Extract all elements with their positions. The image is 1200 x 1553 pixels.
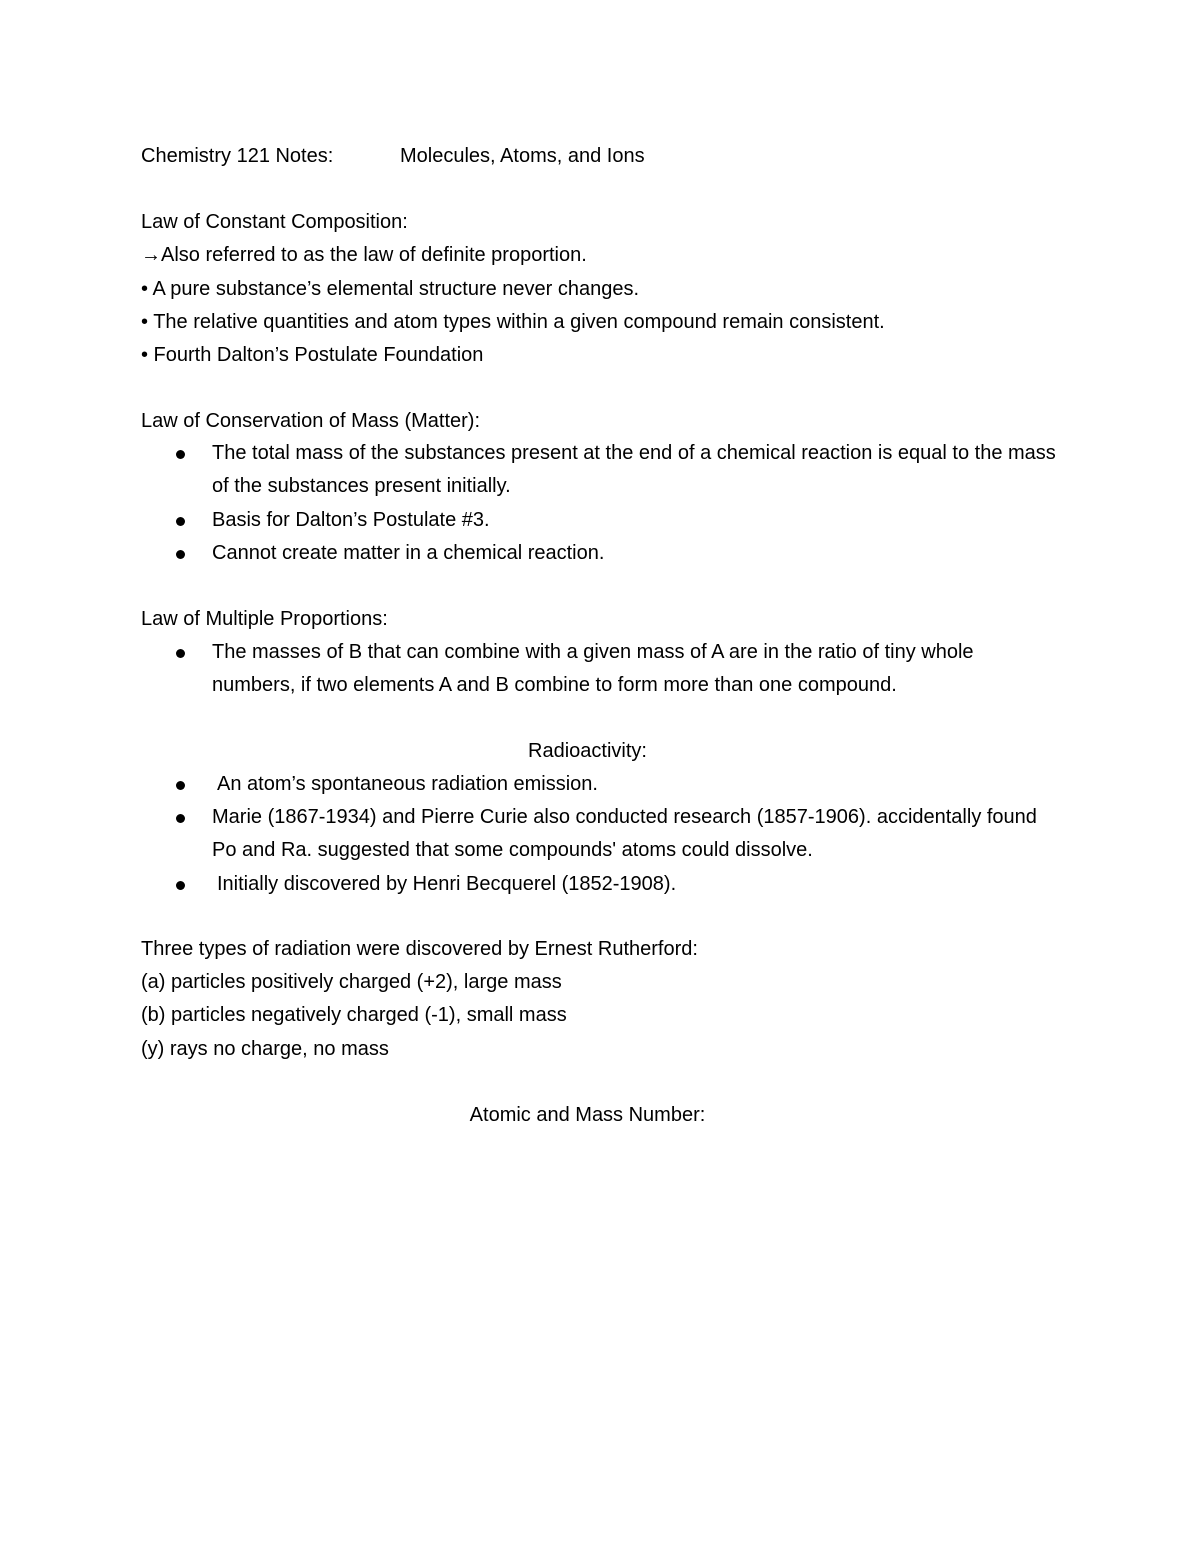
bullet-icon [176,881,185,890]
constant-composition-line: →Also referred to as the law of definite proportion. [141,244,587,266]
bullet-icon [176,781,185,790]
bullet-icon [176,814,185,823]
constant-composition-line: • Fourth Dalton’s Postulate Foundation [141,344,484,366]
list-item-text: Marie (1867-1934) and Pierre Curie also conducted research (1857-1906). accidentally found Po and Ra. suggested that some compounds' atoms could dissolve. [212,806,1037,861]
constant-composition-line: • A pure substance’s elemental structure never changes. [141,278,640,300]
list-item [176,768,1056,801]
radioactivity-heading: Radioactivity: [528,740,647,762]
list-item-text: The total mass of the substances present at the end of a chemical reaction is equal to the mass of the substances present initially. [212,442,1056,497]
list-item [176,437,1056,503]
constant-composition-line: • The relative quantities and atom types within a given compound remain consistent. [141,311,885,333]
list-item [176,868,1056,901]
bullet-icon [176,550,185,559]
list-item-text: Basis for Dalton’s Postulate #3. [212,509,490,531]
conservation-mass-heading: Law of Conservation of Mass (Matter): [141,410,481,432]
list-item [176,636,1056,702]
constant-composition-heading: Law of Constant Composition: [141,211,408,233]
bullet-icon [176,450,185,459]
course-title: Chemistry 121 Notes: [141,145,334,167]
radiation-type-line: (a) particles positively charged (+2), large mass [141,971,562,993]
topic-title: Molecules, Atoms, and Ions [400,145,645,167]
list-item [176,537,1056,570]
bullet-icon [176,649,185,658]
list-item [176,801,1056,867]
radiation-types-heading: Three types of radiation were discovered by Ernest Rutherford: [141,938,698,960]
bullet-icon [176,517,185,526]
list-item-text: An atom’s spontaneous radiation emission. [217,773,598,795]
radiation-type-line: (b) particles negatively charged (-1), small mass [141,1004,567,1026]
list-item-text: Initially discovered by Henri Becquerel (1852-1908). [217,873,677,895]
list-item [176,504,1056,537]
radiation-type-line: (y) rays no charge, no mass [141,1038,389,1060]
list-item-text: The masses of B that can combine with a given mass of A are in the ratio of tiny whole numbers, if two elements A and B combine to form more than one compound. [212,641,974,696]
list-item-text: Cannot create matter in a chemical reaction. [212,542,605,564]
atomic-mass-heading: Atomic and Mass Number: [469,1104,706,1126]
multiple-proportions-heading: Law of Multiple Proportions: [141,608,388,630]
